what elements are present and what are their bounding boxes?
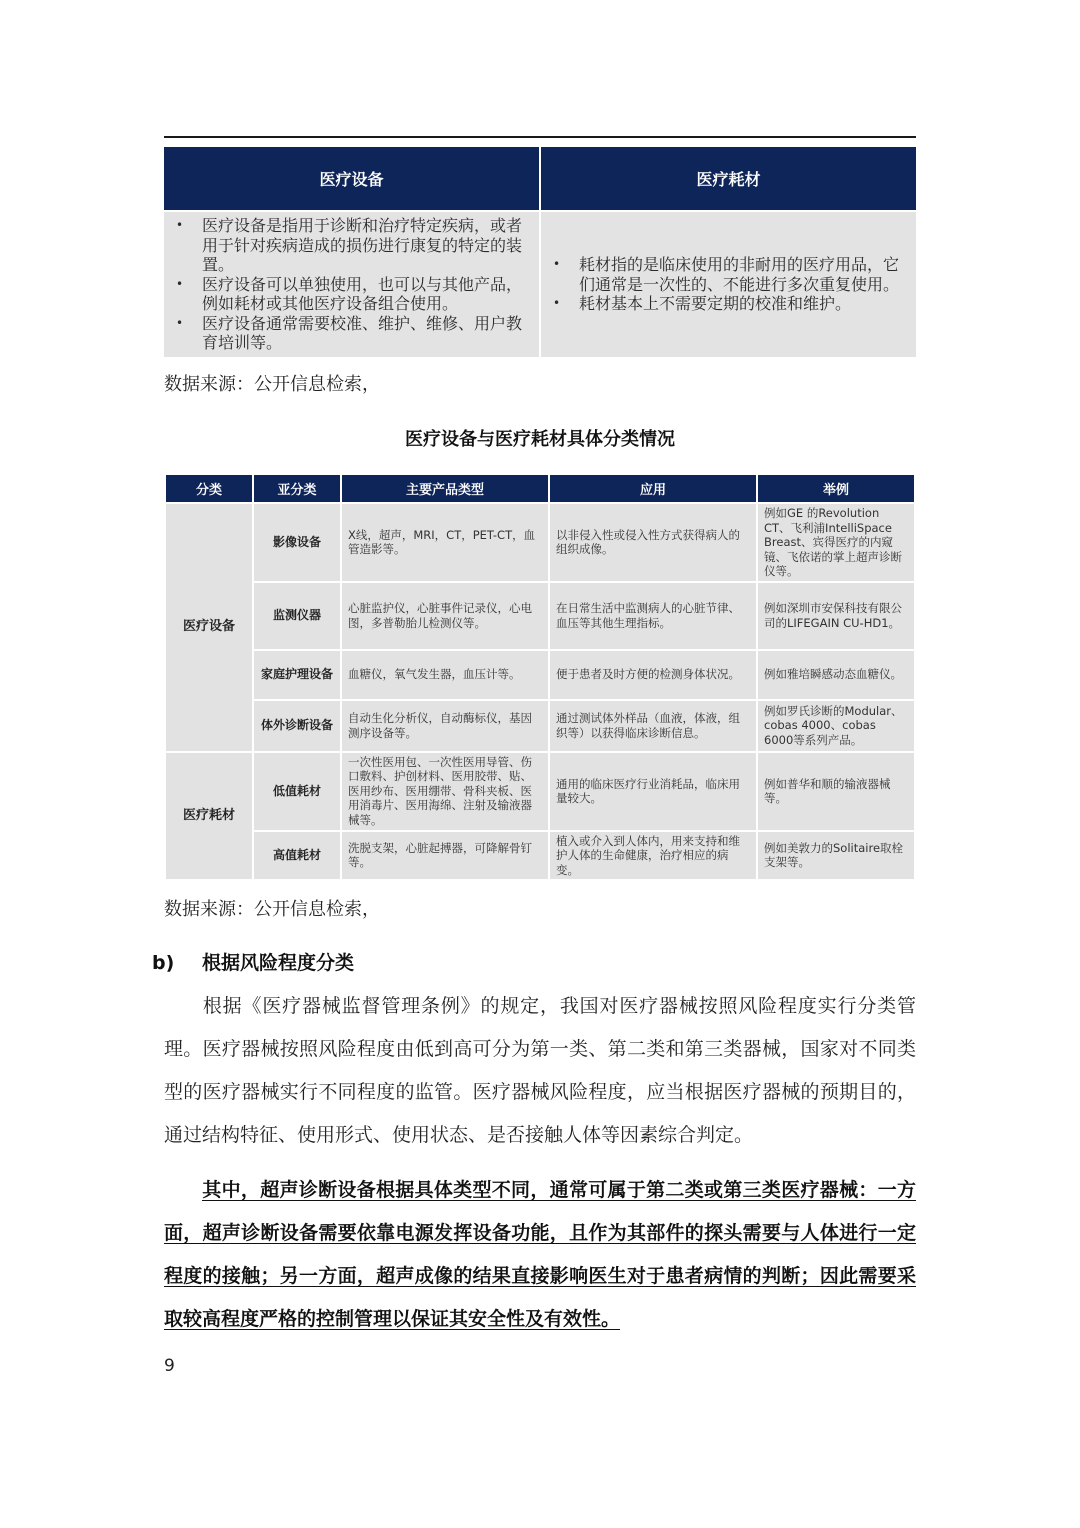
example-cell: 例如雅培瞬感动态血糖仪。 bbox=[758, 651, 914, 699]
table-row bbox=[166, 504, 914, 581]
subcategory-cell: 家庭护理设备 bbox=[254, 651, 340, 699]
application-cell: 植入或介入到人体内，用来支持和维护人体的生命健康，治疗相应的病变。 bbox=[550, 832, 756, 880]
table-header-row bbox=[166, 475, 914, 502]
comparison-table bbox=[164, 147, 916, 357]
table-row bbox=[166, 753, 914, 830]
products-cell: 心脏监护仪，心脏事件记录仪，心电图，多普勒胎儿检测仪等。 bbox=[342, 583, 548, 649]
list-item: • 耗材基本上不需要定期的校准和维护。 bbox=[549, 294, 902, 314]
bullet-icon: • bbox=[176, 315, 184, 330]
comparison-table-header bbox=[164, 147, 916, 210]
paragraph-text: 根据《医疗器械监督管理条例》的规定，我国对医疗器械按照风险程度实行分类管理。医疗器械按照风险程度由低到高可分为第一类、第二类和第三类器械，国家对不同类型的医疗器械实行不同程度的监管。医疗器械风险程度，应当根据医疗器械的预期目的，通过结构特征、使用形式、使用状态、是否接触人体等因素综合判定。 bbox=[164, 995, 916, 1146]
list-item: • 医疗设备是指用于诊断和治疗特定疾病，或者用于针对疾病造成的损伤进行康复的特定的装置。 bbox=[172, 216, 525, 275]
subcategory-cell: 高值耗材 bbox=[254, 832, 340, 880]
column-header: 分类 bbox=[166, 475, 252, 502]
table-row bbox=[166, 701, 914, 751]
example-cell: 例如GE 的Revolution CT、飞利浦IntelliSpace Breast、宾得医疗的内窥镜、飞依诺的掌上超声诊断仪等。 bbox=[758, 504, 914, 581]
products-cell: X线，超声，MRI，CT，PET-CT，血管造影等。 bbox=[342, 504, 548, 581]
application-cell: 以非侵入性或侵入性方式获得病人的组织成像。 bbox=[550, 504, 756, 581]
consumable-description-cell bbox=[541, 212, 916, 357]
application-cell: 通用的临床医疗行业消耗品，临床用量较大。 bbox=[550, 753, 756, 830]
header-medical-consumable: 医疗耗材 bbox=[541, 147, 916, 210]
classification-table bbox=[164, 473, 916, 881]
source-note: 数据来源：公开信息检索， bbox=[164, 374, 380, 395]
top-rule bbox=[164, 136, 916, 138]
bullet-icon: • bbox=[553, 296, 561, 311]
section-title: 根据风险程度分类 bbox=[202, 952, 355, 974]
example-cell: 例如罗氏诊断的Modular、cobas 4000、cobas 6000等系列产品。 bbox=[758, 701, 914, 751]
application-cell: 在日常生活中监测病人的心脏节律、血压等其他生理指标。 bbox=[550, 583, 756, 649]
subcategory-cell: 影像设备 bbox=[254, 504, 340, 581]
application-cell: 便于患者及时方便的检测身体状况。 bbox=[550, 651, 756, 699]
list-item: • 医疗设备通常需要校准、维护、维修、用户教育培训等。 bbox=[172, 314, 525, 353]
application-cell: 通过测试体外样品（血液，体液，组织等）以获得临床诊断信息。 bbox=[550, 701, 756, 751]
emphasis-paragraph bbox=[164, 1169, 916, 1341]
column-header: 主要产品类型 bbox=[342, 475, 548, 502]
example-cell: 例如普华和顺的输液器械等。 bbox=[758, 753, 914, 830]
header-medical-device: 医疗设备 bbox=[164, 147, 539, 210]
products-cell: 自动生化分析仪，自动酶标仪，基因测序设备等。 bbox=[342, 701, 548, 751]
section-heading bbox=[152, 948, 354, 975]
bullet-icon: • bbox=[176, 276, 184, 291]
list-item: • 耗材指的是临床使用的非耐用的医疗用品，它们通常是一次性的、不能进行多次重复使用。 bbox=[549, 255, 902, 294]
body-paragraph bbox=[164, 985, 916, 1157]
products-cell: 洗脱支架，心脏起搏器，可降解骨钉等。 bbox=[342, 832, 548, 880]
table-row bbox=[166, 583, 914, 649]
paragraph-text: 其中，超声诊断设备根据具体类型不同，通常可属于第二类或第三类医疗器械：一方面，超声诊断设备需要依靠电源发挥设备功能，且作为其部件的探头需要与人体进行一定程度的接触；另一方面，超声成像的结果直接影响医生对于患者病情的判断；因此需要采取较高程度严格的控制管理以保证其安全性及有效性。 bbox=[164, 1179, 916, 1330]
table-row bbox=[166, 832, 914, 880]
category-cell: 医疗耗材 bbox=[166, 753, 252, 880]
example-cell: 例如美敦力的Solitaire取栓支架等。 bbox=[758, 832, 914, 880]
column-header: 举例 bbox=[758, 475, 914, 502]
bullet-icon: • bbox=[176, 218, 184, 232]
table-title: 医疗设备与医疗耗材具体分类情况 bbox=[405, 429, 675, 450]
subcategory-cell: 监测仪器 bbox=[254, 583, 340, 649]
comparison-table-body bbox=[164, 212, 916, 357]
list-item: • 医疗设备可以单独使用，也可以与其他产品，例如耗材或其他医疗设备组合使用。 bbox=[172, 275, 525, 314]
device-description-cell bbox=[164, 212, 539, 357]
column-header: 亚分类 bbox=[254, 475, 340, 502]
subcategory-cell: 低值耗材 bbox=[254, 753, 340, 830]
example-cell: 例如深圳市安保科技有限公司的LIFEGAIN CU-HD1。 bbox=[758, 583, 914, 649]
subcategory-cell: 体外诊断设备 bbox=[254, 701, 340, 751]
page-number: 9 bbox=[164, 1356, 175, 1376]
section-label: b) bbox=[152, 952, 175, 974]
products-cell: 一次性医用包、一次性医用导管、伤口敷料、护创材料、医用胶带、贴、医用纱布、医用绷带、骨科夹板、医用消毒片、医用海绵、注射及输液器械等。 bbox=[342, 753, 548, 830]
table-row bbox=[166, 651, 914, 699]
products-cell: 血糖仪，氧气发生器，血压计等。 bbox=[342, 651, 548, 699]
source-note: 数据来源：公开信息检索， bbox=[164, 899, 380, 920]
category-cell: 医疗设备 bbox=[166, 504, 252, 751]
column-header: 应用 bbox=[550, 475, 756, 502]
bullet-icon: • bbox=[553, 257, 561, 272]
